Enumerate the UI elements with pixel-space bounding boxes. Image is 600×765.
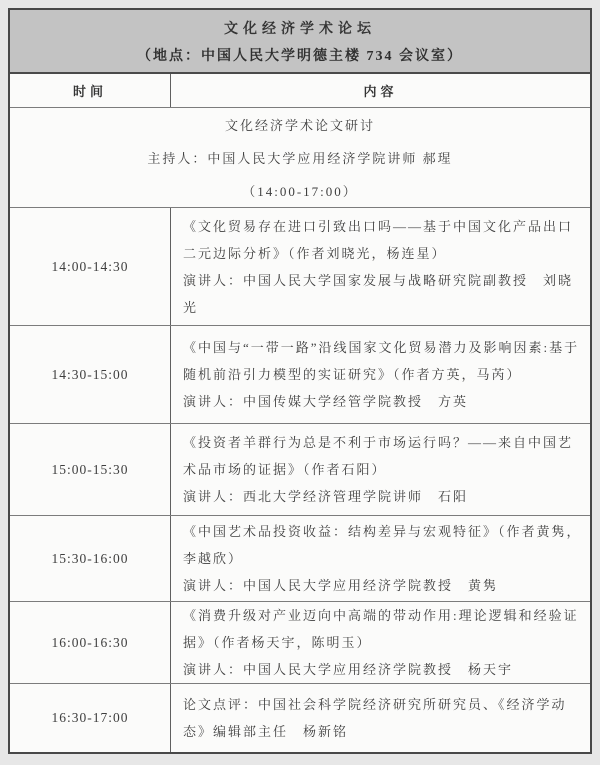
paper-line: 《文化贸易存在进口引致出口吗——基于中国文化产品出口二元边际分析》（作者刘晓光，杨连星） [183, 218, 574, 261]
paper-line: 《消费升级对产业迈向中高端的带动作用:理论逻辑和经验证据》（作者杨天宇，陈明玉） [183, 608, 579, 650]
speaker-line: 演讲人：中国人民大学国家发展与战略研究院副教授 刘晓光 [183, 272, 574, 315]
content-cell [171, 516, 590, 601]
table-row [10, 602, 590, 684]
speaker-line: 演讲人：中国人民大学应用经济学院教授 黄隽 [183, 578, 499, 593]
content-cell [171, 208, 590, 325]
column-header-row [10, 74, 590, 108]
title-band [10, 10, 590, 74]
time-cell: 15:30-16:00 [10, 516, 171, 601]
speaker-line: 演讲人：中国传媒大学经管学院教授 方英 [183, 394, 469, 409]
session-header-row [10, 108, 590, 208]
table-row [10, 516, 590, 602]
session-time-range: （14:00-17:00） [242, 184, 358, 199]
speaker-line: 演讲人：西北大学经济管理学院讲师 石阳 [183, 489, 469, 504]
time-cell: 14:00-14:30 [10, 208, 171, 325]
paper-line: 《中国与“一带一路”沿线国家文化贸易潜力及影响因素:基于随机前沿引力模型的实证研究》（作者方英，马芮） [183, 340, 580, 382]
time-cell: 14:30-15:00 [10, 326, 171, 423]
table-row [10, 326, 590, 424]
time-cell: 16:30-17:00 [10, 684, 171, 752]
time-cell: 15:00-15:30 [10, 424, 171, 515]
content-cell [171, 424, 590, 515]
table-row [10, 424, 590, 516]
forum-title: 文化经济学术论坛 [224, 21, 376, 37]
location-line: （地点：中国人民大学明德主楼 734 会议室） [137, 48, 463, 64]
paper-line: 《中国艺术品投资收益：结构差异与宏观特征》（作者黄隽，李越欣） [183, 524, 582, 566]
schedule-table [8, 8, 592, 754]
content-cell [171, 602, 590, 683]
content-cell [171, 684, 590, 752]
session-host: 主持人：中国人民大学应用经济学院讲师 郝瑆 [147, 151, 453, 166]
table-row [10, 208, 590, 326]
session-title: 文化经济学术论文研讨 [224, 118, 375, 133]
content-cell [171, 326, 590, 423]
time-column-header: 时间 [10, 74, 171, 107]
comment-line: 论文点评：中国社会科学院经济研究所研究员、《经济学动态》编辑部主任 杨新铭 [183, 697, 567, 739]
schedule-rows [10, 208, 590, 752]
content-column-header: 内容 [363, 84, 398, 99]
table-row [10, 684, 590, 752]
time-cell: 16:00-16:30 [10, 602, 171, 683]
paper-line: 《投资者羊群行为总是不利于市场运行吗？——来自中国艺术品市场的证据》（作者石阳） [183, 435, 574, 477]
speaker-line: 演讲人：中国人民大学应用经济学院教授 杨天宇 [183, 662, 514, 677]
